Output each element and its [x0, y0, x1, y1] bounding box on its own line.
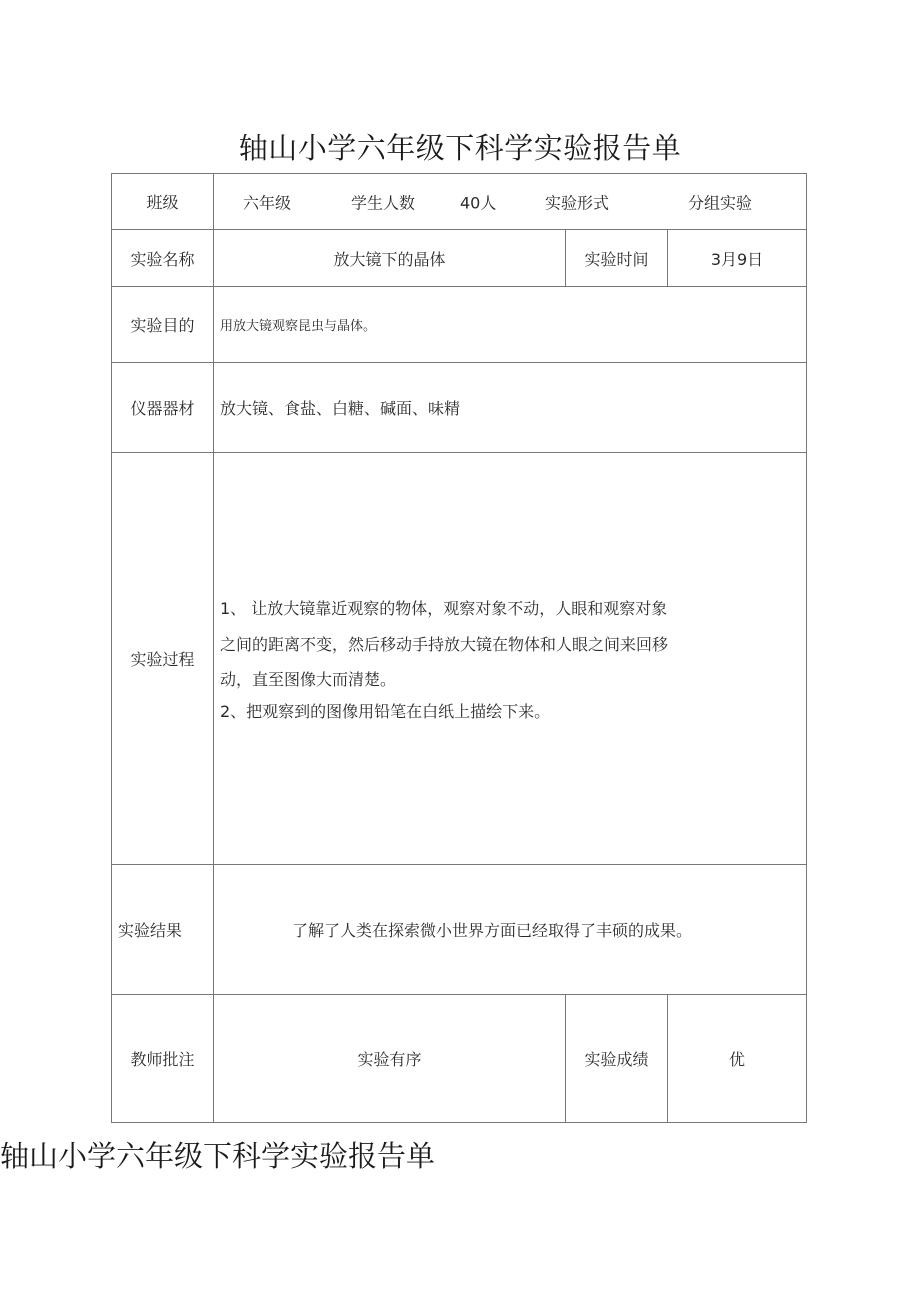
teacher-label: 教师批注: [112, 995, 214, 1123]
grade-label: 实验成绩: [566, 995, 668, 1123]
class-info-cell: [214, 174, 807, 230]
row-equipment: [112, 363, 807, 453]
purpose-label: 实验目的: [112, 287, 214, 363]
process-line: 动，直至图像大而清楚。: [220, 669, 397, 689]
class-label: 班级: [112, 174, 214, 230]
row-process: [112, 453, 807, 865]
time-value: 3月9日: [668, 230, 807, 287]
form-value: 分组实验: [688, 193, 753, 212]
row-result: [112, 865, 807, 995]
row-name: [112, 230, 807, 287]
row-purpose: [112, 287, 807, 363]
row-teacher: [112, 995, 807, 1123]
name-value: 放大镜下的晶体: [214, 230, 566, 287]
purpose-value: 用放大镜观察昆虫与晶体。: [214, 287, 807, 363]
row-class: [112, 174, 807, 230]
report-table: [111, 173, 807, 1123]
process-line: 2、把观察到的图像用铅笔在白纸上描绘下来。: [220, 701, 551, 721]
students-label: 学生人数: [351, 193, 416, 212]
grade-value: 优: [668, 995, 807, 1123]
name-label: 实验名称: [112, 230, 214, 287]
process-label: 实验过程: [112, 453, 214, 865]
equipment-label: 仪器器材: [112, 363, 214, 453]
process-text: [214, 453, 807, 865]
process-line: 之间的距离不变，然后移动手持放大镜在物体和人眼之间来回移: [220, 634, 669, 654]
process-line: 1、 让放大镜靠近观察的物体，观察对象不动，人眼和观察对象: [220, 598, 668, 618]
time-label: 实验时间: [566, 230, 668, 287]
teacher-comment: 实验有序: [214, 995, 566, 1123]
students-value: 40人: [460, 193, 497, 212]
form-label: 实验形式: [545, 193, 610, 212]
result-label: 实验结果: [112, 865, 214, 995]
result-value: 了解了人类在探索微小世界方面已经取得了丰硕的成果。: [214, 865, 807, 995]
page-title: 轴山小学六年级下科学实验报告单: [238, 131, 682, 165]
equipment-value: 放大镜、食盐、白糖、碱面、味精: [214, 363, 807, 453]
footer-title: 轴山小学六年级下科学实验报告单: [0, 1139, 436, 1173]
grade-value: 六年级: [243, 193, 292, 212]
